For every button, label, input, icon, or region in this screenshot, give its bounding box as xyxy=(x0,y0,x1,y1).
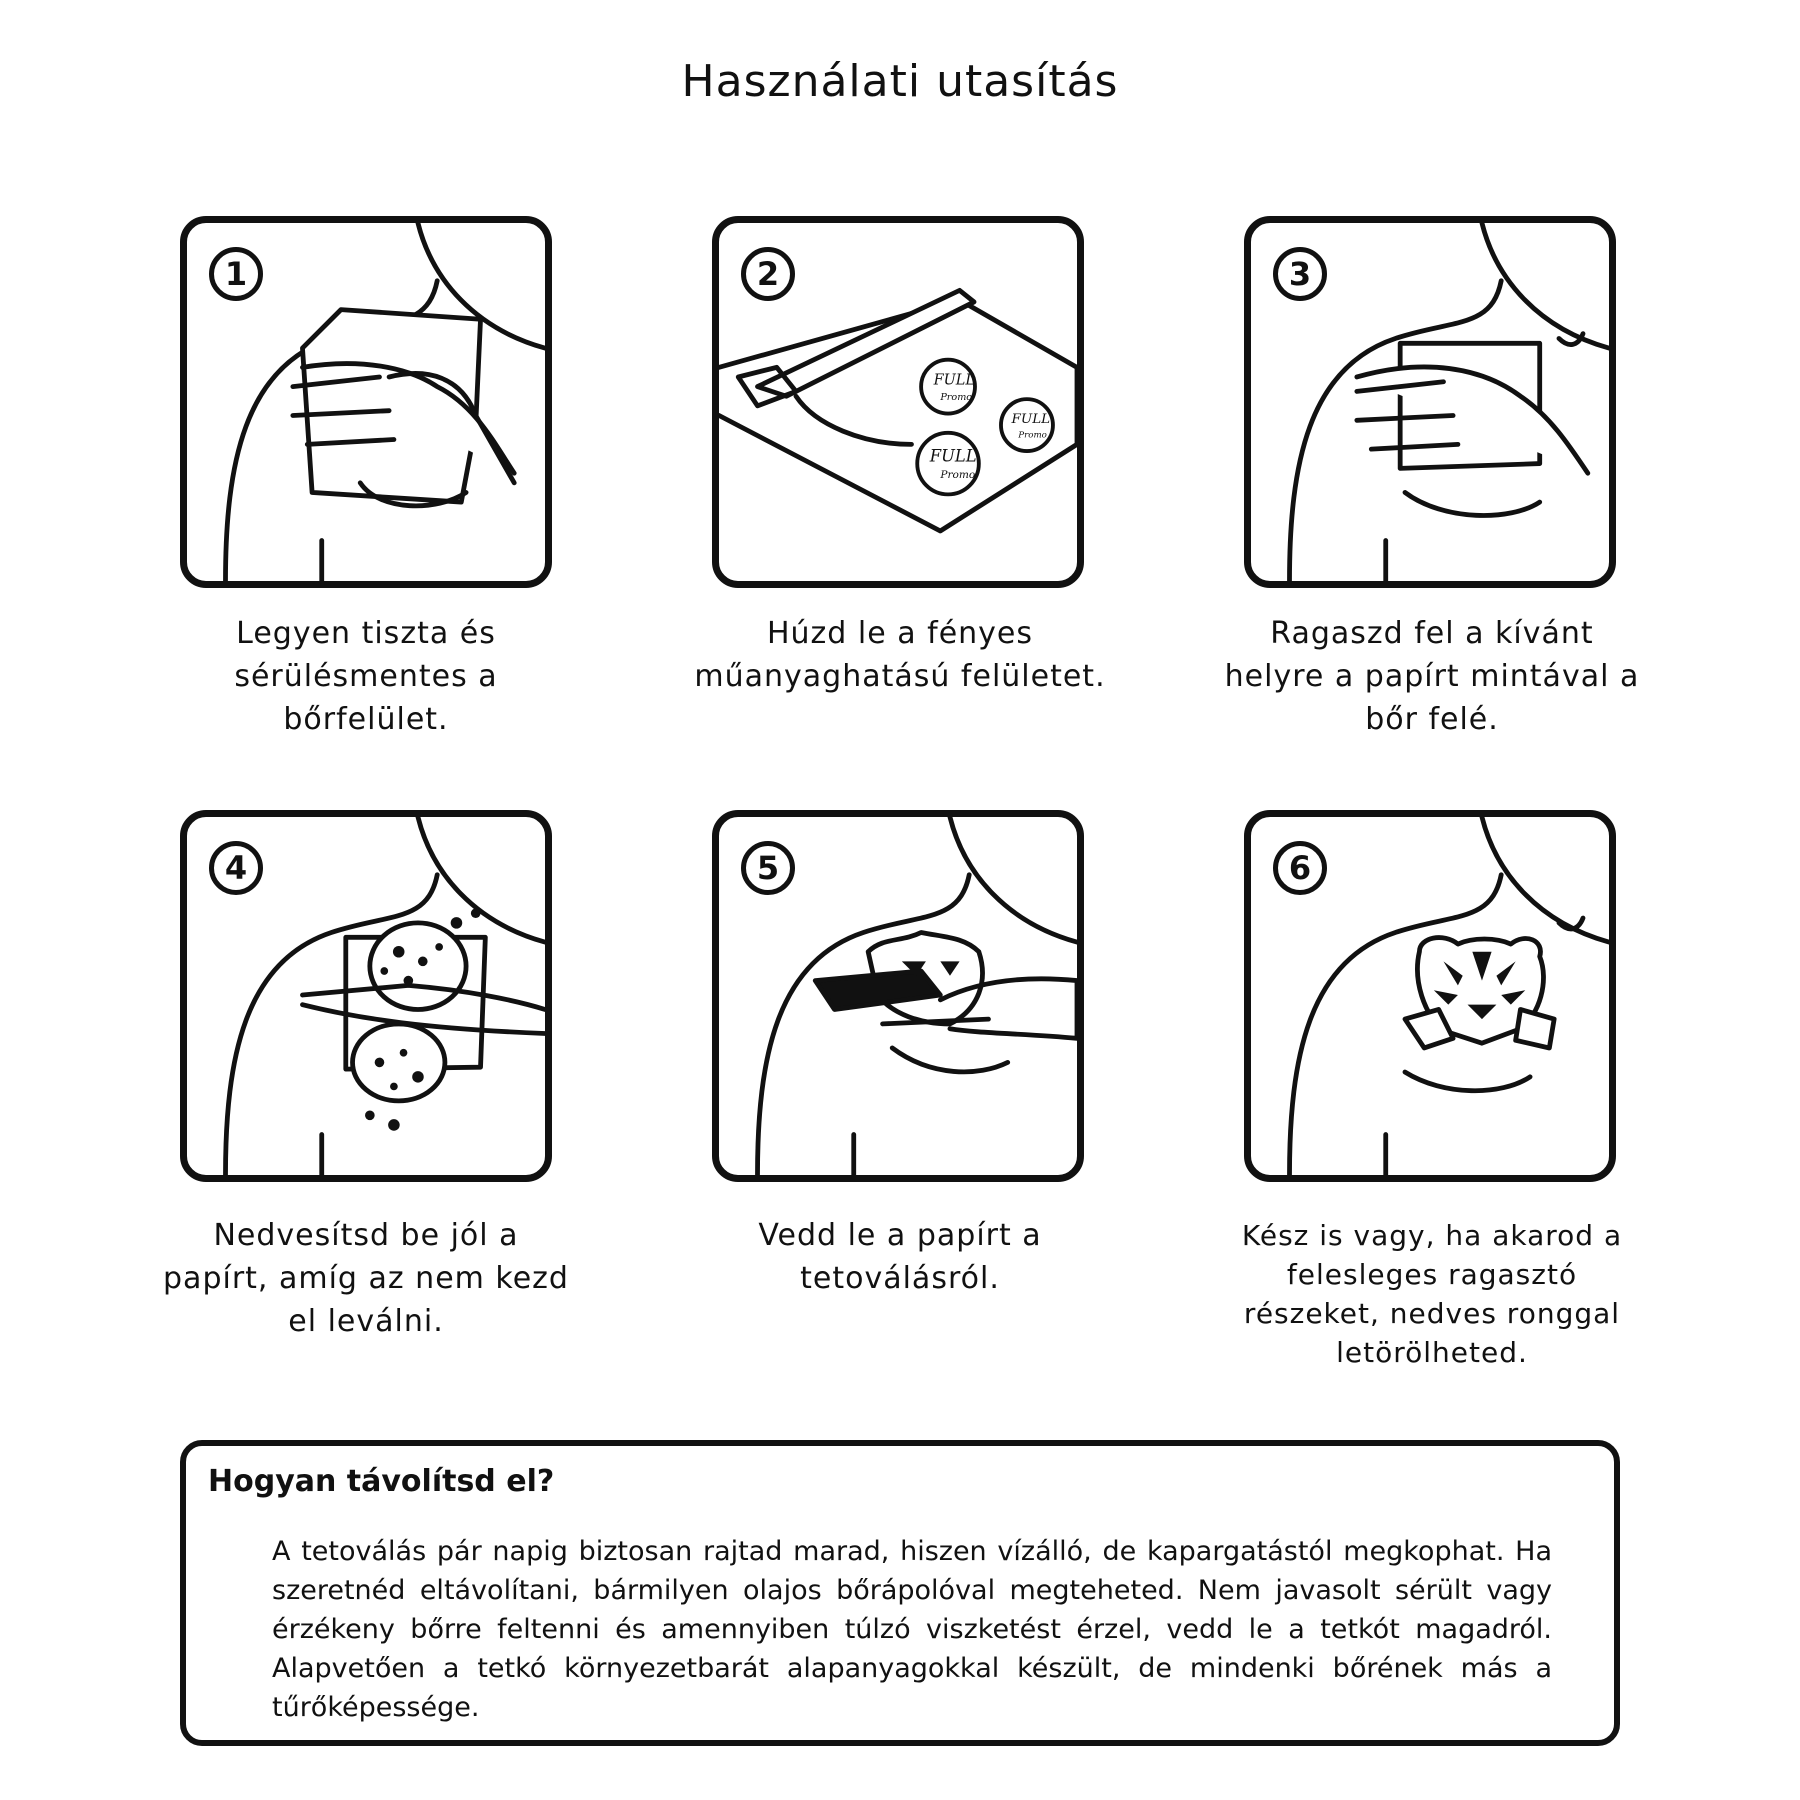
step-5-caption: Vedd le a papírt a tetoválásról. xyxy=(758,1218,1042,1296)
step-3-illustration xyxy=(1244,216,1616,588)
sponge-top xyxy=(370,923,466,1010)
page-title: Használati utasítás xyxy=(681,56,1119,107)
sticker-label-right: FULL xyxy=(1011,411,1051,428)
sticker-label-right-sub: Promo xyxy=(1018,430,1047,441)
step-6-number: 6 xyxy=(1273,841,1327,895)
step-4-number: 4 xyxy=(209,841,263,895)
sticker-label-bottom-sub: Promo xyxy=(940,469,976,482)
step-6-illustration xyxy=(1244,810,1616,1182)
step-3-number: 3 xyxy=(1273,247,1327,301)
removal-info-box xyxy=(180,1440,1620,1746)
removal-heading: Hogyan távolítsd el? xyxy=(208,1464,555,1499)
step-1-caption: Legyen tiszta és sérülésmentes a bőrfelület. xyxy=(234,616,498,737)
step-2-number: 2 xyxy=(741,247,795,301)
sponge-bottom xyxy=(353,1024,445,1101)
step-2-illustration xyxy=(712,216,1084,588)
sticker-label-bottom: FULL xyxy=(929,446,977,466)
sticker-label-top: FULL xyxy=(933,372,975,389)
sticker-label-top-sub: Promo xyxy=(940,392,973,404)
removal-text: A tetoválás pár napig biztosan rajtad marad, hiszen vízálló, de kapargatástól megkophat. Ha szeretnéd eltávolítani, bármilyen olajos bőrápolóval megteheted. Nem javasolt sérült vagy érzékeny bőrre feltenni és amennyiben túlzó viszketést érzel, vedd le a tetkót magadról. Alapvetően a tetkó környezetbarát alapanyagokkal készült, de mindenki bőrének más a tűrőképessége. xyxy=(272,1536,1552,1723)
step-5-number: 5 xyxy=(741,841,795,895)
step-4-illustration xyxy=(180,810,552,1182)
step-3-caption: Ragaszd fel a kívánt helyre a papírt mintával a bőr felé. xyxy=(1224,616,1640,737)
step-4-caption: Nedvesítsd be jól a papírt, amíg az nem kezd el leválni. xyxy=(163,1218,569,1339)
step-2-caption: Húzd le a fényes műanyaghatású felületet. xyxy=(694,616,1106,694)
step-1-number: 1 xyxy=(209,247,263,301)
step-1-illustration xyxy=(180,216,552,588)
step-6-caption: Kész is vagy, ha akarod a felesleges ragasztó részeket, nedves ronggal letörölheted. xyxy=(1241,1219,1623,1369)
step-5-illustration xyxy=(712,810,1084,1182)
